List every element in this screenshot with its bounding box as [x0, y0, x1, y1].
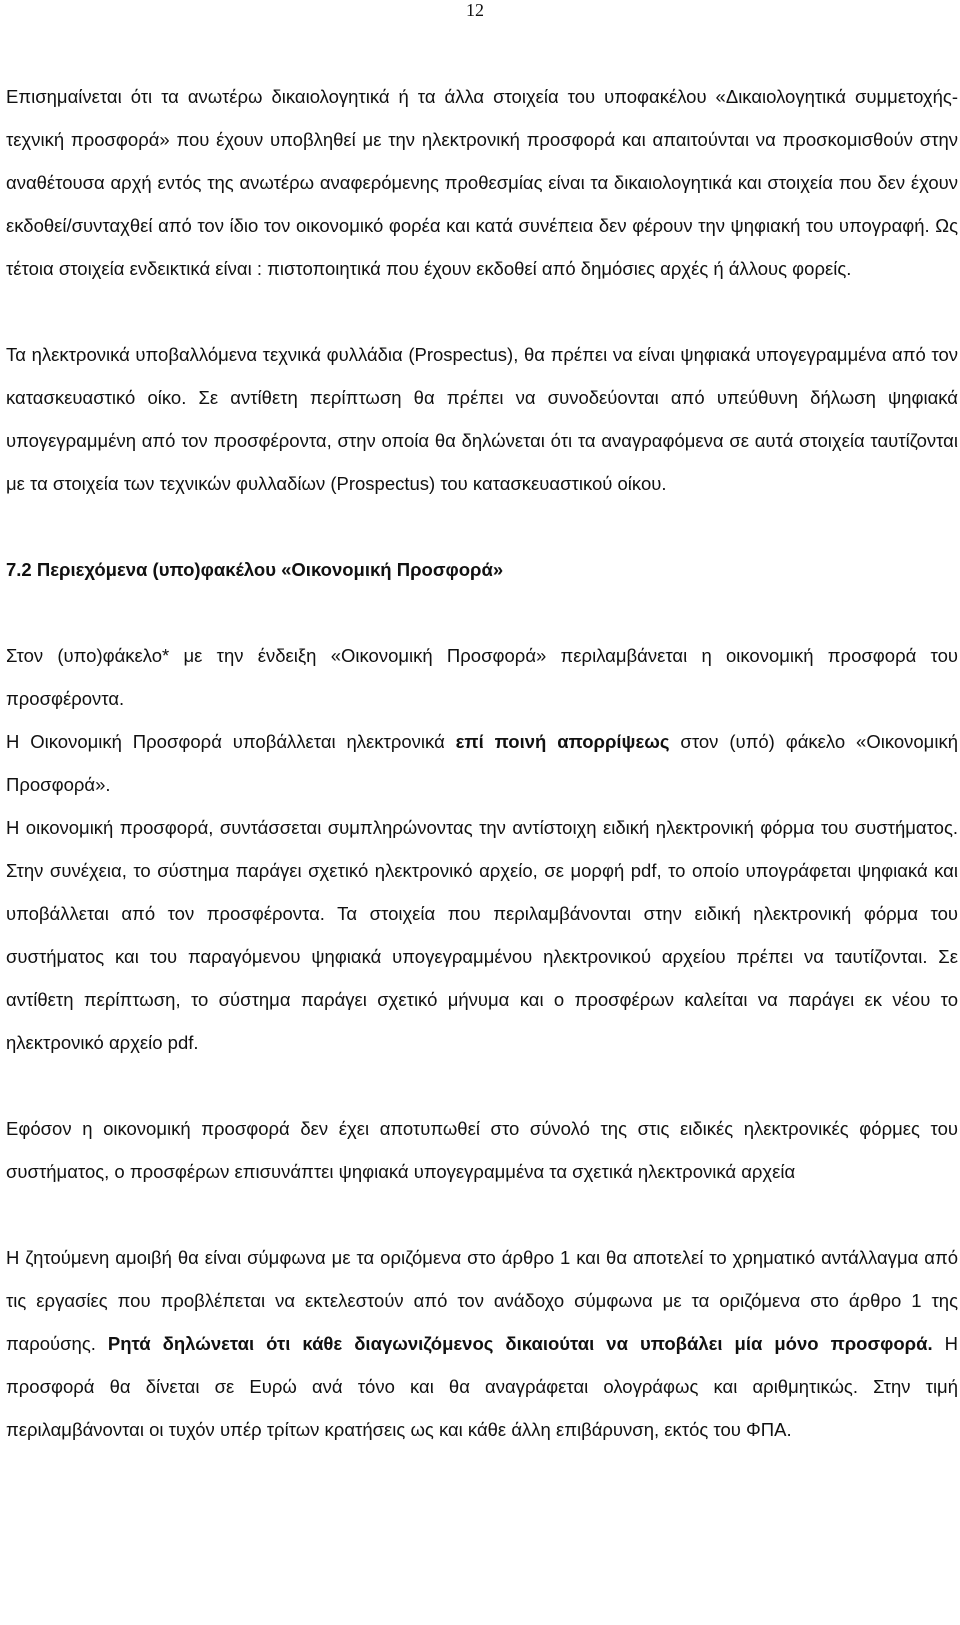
paragraph-spacer [6, 1064, 958, 1107]
paragraph-spacer [6, 505, 958, 548]
paragraph-submission [6, 720, 958, 806]
paragraph-attachments: Εφόσον η οικονομική προσφορά δεν έχει αποτυπωθεί στο σύνολό της στις ειδικές ηλεκτρονικές φόρμες του συστήματος, ο προσφέρων επισυνάπτει ψηφιακά υπογεγραμμένα τα σχετικά ηλεκτρονικά αρχεία [6, 1118, 958, 1182]
fee-bold-text: Ρητά δηλώνεται ότι κάθε διαγωνιζόμενος δικαιούται να υποβάλει μία μόνο προσφορά. [107, 1333, 933, 1354]
paragraph-spacer [6, 591, 958, 634]
section-heading: 7.2 Περιεχόμενα (υπο)φακέλου «Οικονομική Προσφορά» [6, 559, 504, 580]
page-number: 12 [466, 0, 484, 20]
paragraph-spacer [6, 1193, 958, 1236]
paragraph-financial-folder: Στον (υπο)φάκελο* με την ένδειξη «Οικονομική Προσφορά» περιλαμβάνεται η οικονομική προσφορά του προσφέροντα. [6, 645, 958, 709]
paragraph-spacer [6, 290, 958, 333]
submission-bold-text: επί ποινή απορρίψεως [455, 731, 670, 752]
paragraph-prospectus: Τα ηλεκτρονικά υποβαλλόμενα τεχνικά φυλλάδια (Prospectus), θα πρέπει να είναι ψηφιακά υπογεγραμμένα από τον κατασκευαστικό οίκο. Σε αντίθετη περίπτωση θα πρέπει να συνοδεύονται από υπεύθυνη δήλωση ψηφιακά υπογεγραμμένη από τον προσφέροντα, στην οποία θα δηλώνεται ότι τα αναγραφόμενα σε αυτά στοιχεία ταυτίζονται με τα στοιχεία των τεχνικών φυλλαδίων (Prospectus) του κατασκευαστικού οίκου. [6, 344, 958, 494]
fee-text-start: Η ζητούμενη αμοιβή θα είναι σύμφωνα με τα οριζόμενα στο άρθρο 1 και θα αποτελεί το χρηματικό αντάλλαγμα από τις εργασίες που προβλέπεται να εκτελεστούν από τον ανάδοχο σύμφωνα με τα οριζόμενα στο άρθρο 1 της παρούσης. [6, 1247, 958, 1354]
submission-text-end: στον (υπό) φάκελο «Οικονομική Προσφορά». [6, 731, 958, 795]
submission-text-start: Η Οικονομική Προσφορά υποβάλλεται ηλεκτρονικά [6, 731, 456, 752]
paragraph-supporting-documents: Επισημαίνεται ότι τα ανωτέρω δικαιολογητικά ή τα άλλα στοιχεία του υποφακέλου «Δικαιολογητικά συμμετοχής-τεχνική προσφορά» που έχουν υποβληθεί με την ηλεκτρονική προσφορά και απαιτούνται να προσκομισθούν στην αναθέτουσα αρχή εντός της ανωτέρω αναφερόμενης προθεσμίας είναι τα δικαιολογητικά και στοιχεία που δεν έχουν εκδοθεί/συνταχθεί από τον ίδιο τον οικονομικό φορέα και κατά συνέπεια δεν φέρουν την ψηφιακή του υπογραφή. Ως τέτοια στοιχεία ενδεικτικά είναι : πιστοποιητικά που έχουν εκδοθεί από δημόσιες αρχές ή άλλους φορείς. [6, 86, 958, 279]
fee-text-end: Η προσφορά θα δίνεται σε Ευρώ ανά τόνο και θα αναγράφεται ολογράφως και αριθμητικώς. Στην τιμή περιλαμβάνονται οι τυχόν υπέρ τρίτων κρατήσεις ως και κάθε άλλη επιβάρυνση, εκτός του ΦΠΑ. [6, 1333, 959, 1440]
paragraph-electronic-form: Η οικονομική προσφορά, συντάσσεται συμπληρώνοντας την αντίστοιχη ειδική ηλεκτρονική φόρμα του συστήματος. Στην συνέχεια, το σύστημα παράγει σχετικό ηλεκτρονικό αρχείο, σε μορφή pdf, το οποίο υπογράφεται ψηφιακά και υποβάλλεται από τον προσφέροντα. Τα στοιχεία που περιλαμβάνονται στην ειδική ηλεκτρονική φόρμα του συστήματος και του παραγόμενου ψηφιακά υπογεγραμμένου ηλεκτρονικού αρχείου πρέπει να ταυτίζονται. Σε αντίθετη περίπτωση, το σύστημα παράγει σχετικό μήνυμα και ο προσφέρων καλείται να παράγει εκ νέου το ηλεκτρονικό αρχείο pdf. [6, 817, 958, 1053]
document-body [6, 75, 958, 1451]
paragraph-fee [6, 1236, 958, 1451]
